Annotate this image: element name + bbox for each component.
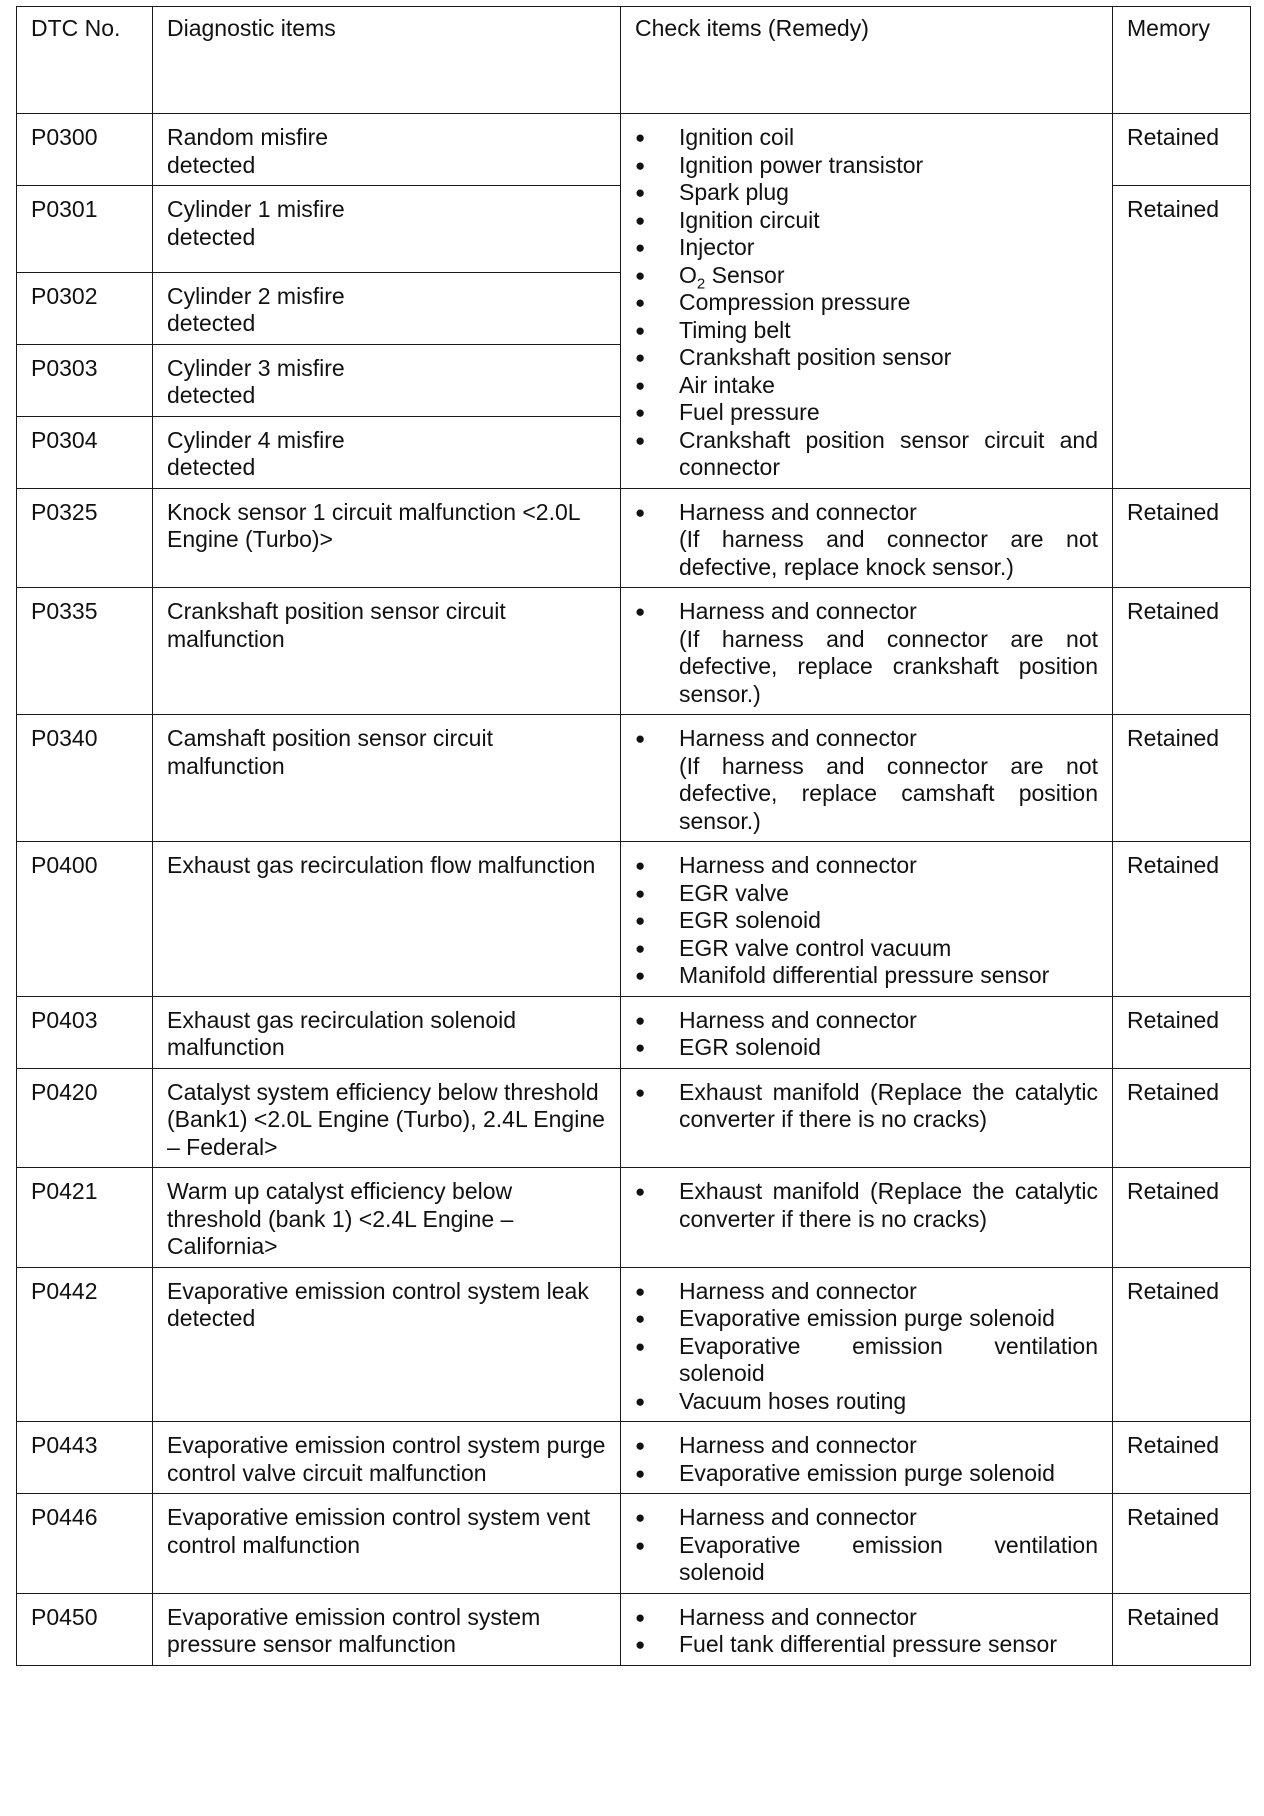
header-check-items: Check items (Remedy): [621, 7, 1113, 114]
dtc-code: P0304: [17, 416, 153, 488]
check-items: [621, 1494, 1113, 1594]
dtc-code: P0446: [17, 1494, 153, 1594]
memory-value: Retained: [1113, 996, 1251, 1068]
diagnostic-item: Evaporative emission control system pressure sensor malfunction: [153, 1593, 621, 1665]
diagnostic-item: Exhaust gas recirculation flow malfunction: [153, 842, 621, 997]
misfire-check-items: [621, 114, 1113, 489]
table-row: [17, 842, 1251, 997]
check-item: ● Ignition power transistor: [635, 152, 1098, 180]
memory-value: Retained: [1113, 588, 1251, 715]
header-diagnostic-items: Diagnostic items: [153, 7, 621, 114]
diagnostic-item: [153, 186, 621, 273]
memory-value: Retained: [1113, 1494, 1251, 1594]
diagnostic-line: Cylinder 4 misfire: [167, 426, 345, 453]
check-item: ● Crankshaft position sensor circuit and connector: [635, 427, 1098, 482]
check-items: [621, 842, 1113, 997]
table-row: [17, 1422, 1251, 1494]
dtc-code: P0340: [17, 715, 153, 842]
diagnostic-line: detected: [167, 223, 256, 250]
dtc-code: P0301: [17, 186, 153, 273]
diagnostic-item: [153, 272, 621, 344]
o2-subscript: 2: [696, 275, 706, 293]
check-item: ● EGR solenoid: [635, 1034, 1098, 1062]
check-item: ● Compression pressure: [635, 289, 1098, 317]
diagnostic-item: Warm up catalyst efficiency below threshold (bank 1) <2.4L Engine – California>: [153, 1168, 621, 1268]
diagnostic-item: [153, 416, 621, 488]
diagnostic-line: Cylinder 3 misfire: [167, 354, 345, 381]
check-note: (If harness and connector are not defective, replace crankshaft position sensor.): [679, 625, 1098, 707]
dtc-code: P0400: [17, 842, 153, 997]
diagnostic-line: detected: [167, 310, 256, 336]
check-item: ● Harness and connector: [635, 1504, 1098, 1532]
check-item: ● Ignition circuit: [635, 207, 1098, 235]
table-row: [17, 1168, 1251, 1268]
check-item: ● Harness and connector: [635, 1604, 1098, 1632]
o2-label: Sensor: [705, 261, 785, 288]
check-item: ● Spark plug: [635, 179, 1098, 207]
check-item-o2-sensor: [635, 261, 1098, 293]
check-item: ● Fuel pressure: [635, 399, 1098, 427]
check-item: ● Evaporative emission purge solenoid: [635, 1305, 1098, 1333]
diagnostic-item: [153, 114, 621, 186]
table-row: [17, 588, 1251, 715]
diagnostic-line: detected: [167, 454, 256, 480]
table-row: [17, 1593, 1251, 1665]
check-item: ● Exhaust manifold (Replace the catalytic converter if there is no cracks): [635, 1079, 1098, 1134]
diagnostic-item: [153, 344, 621, 416]
dtc-code: P0325: [17, 488, 153, 588]
memory-value: Retained: [1113, 1267, 1251, 1422]
memory-value: Retained: [1113, 186, 1251, 489]
memory-value: Retained: [1113, 114, 1251, 186]
dtc-table: [16, 6, 1251, 1666]
table-row: [17, 996, 1251, 1068]
diagnostic-item: Evaporative emission control system vent control malfunction: [153, 1494, 621, 1594]
diagnostic-line: Random misfire: [167, 124, 329, 150]
table-row: [17, 488, 1251, 588]
check-item: ● Crankshaft position sensor: [635, 344, 1098, 372]
check-item: ● Harness and connector: [635, 1432, 1098, 1460]
table-row: [17, 1267, 1251, 1422]
check-items: [621, 1593, 1113, 1665]
check-items: [621, 588, 1113, 715]
check-item: ● EGR valve: [635, 880, 1098, 908]
table-row: [17, 715, 1251, 842]
memory-value: Retained: [1113, 1422, 1251, 1494]
check-items: [621, 1168, 1113, 1268]
memory-value: Retained: [1113, 1068, 1251, 1168]
check-item: ● EGR valve control vacuum: [635, 935, 1098, 963]
dtc-code: P0420: [17, 1068, 153, 1168]
memory-value: Retained: [1113, 1593, 1251, 1665]
diagnostic-line: Cylinder 1 misfire: [167, 196, 345, 222]
table-row: [17, 1068, 1251, 1168]
diagnostic-item: Exhaust gas recirculation solenoid malfunction: [153, 996, 621, 1068]
diagnostic-item: Crankshaft position sensor circuit malfunction: [153, 588, 621, 715]
check-items: [621, 996, 1113, 1068]
dtc-code: P0302: [17, 272, 153, 344]
dtc-code: P0335: [17, 588, 153, 715]
dtc-code: P0443: [17, 1422, 153, 1494]
table-header-row: [17, 7, 1251, 114]
header-dtc-no: DTC No.: [17, 7, 153, 114]
check-item: ● Air intake: [635, 372, 1098, 400]
check-item: ● EGR solenoid: [635, 907, 1098, 935]
check-item: ● Manifold differential pressure sensor: [635, 962, 1098, 990]
check-item: ● Harness and connector: [635, 852, 1098, 880]
dtc-code: P0303: [17, 344, 153, 416]
check-item: ● Exhaust manifold (Replace the catalytic converter if there is no cracks): [635, 1178, 1098, 1233]
diagnostic-line: Cylinder 2 misfire: [167, 282, 345, 309]
check-item: ● Timing belt: [635, 317, 1098, 345]
header-memory: Memory: [1113, 7, 1251, 114]
table-row: [17, 1494, 1251, 1594]
check-item: ● Ignition coil: [635, 124, 1098, 152]
check-item: ● Vacuum hoses routing: [635, 1388, 1098, 1416]
check-item: ● Fuel tank differential pressure sensor: [635, 1631, 1098, 1659]
check-items: [621, 1068, 1113, 1168]
dtc-code: P0450: [17, 1593, 153, 1665]
diagnostic-item: Evaporative emission control system purge control valve circuit malfunction: [153, 1422, 621, 1494]
check-item: ● Evaporative emission purge solenoid: [635, 1460, 1098, 1488]
diagnostic-line: detected: [167, 151, 256, 178]
dtc-code: P0442: [17, 1267, 153, 1422]
table-row: [17, 114, 1251, 186]
diagnostic-item: Catalyst system efficiency below threshold (Bank1) <2.0L Engine (Turbo), 2.4L Engine – Federal>: [153, 1068, 621, 1168]
check-items: [621, 1422, 1113, 1494]
check-item: ● Injector: [635, 234, 1098, 262]
check-item: ● Harness and connector: [635, 598, 1098, 626]
check-item: ● Evaporative emission ventilation solenoid: [635, 1333, 1098, 1388]
o2-symbol: O: [679, 261, 697, 288]
diagnostic-line: detected: [167, 382, 256, 408]
diagnostic-item: Knock sensor 1 circuit malfunction <2.0L Engine (Turbo)>: [153, 488, 621, 588]
dtc-code: P0421: [17, 1168, 153, 1268]
check-note: (If harness and connector are not defective, replace knock sensor.): [679, 526, 1098, 580]
diagnostic-item: Evaporative emission control system leak detected: [153, 1267, 621, 1422]
memory-value: Retained: [1113, 1168, 1251, 1268]
check-item: ● Harness and connector: [635, 1278, 1098, 1306]
check-item: ● Harness and connector: [635, 725, 1098, 753]
diagnostic-item: Camshaft position sensor circuit malfunction: [153, 715, 621, 842]
memory-value: Retained: [1113, 488, 1251, 588]
check-item: ● Harness and connector: [635, 1007, 1098, 1035]
memory-value: Retained: [1113, 715, 1251, 842]
check-item: ● Evaporative emission ventilation solenoid: [635, 1532, 1098, 1587]
check-items: [621, 715, 1113, 842]
memory-value: Retained: [1113, 842, 1251, 997]
check-items: [621, 1267, 1113, 1422]
check-item: ● Harness and connector: [635, 499, 1098, 527]
dtc-code: P0300: [17, 114, 153, 186]
dtc-code: P0403: [17, 996, 153, 1068]
check-note: (If harness and connector are not defective, replace camshaft position sensor.): [679, 752, 1098, 834]
check-items: [621, 488, 1113, 588]
